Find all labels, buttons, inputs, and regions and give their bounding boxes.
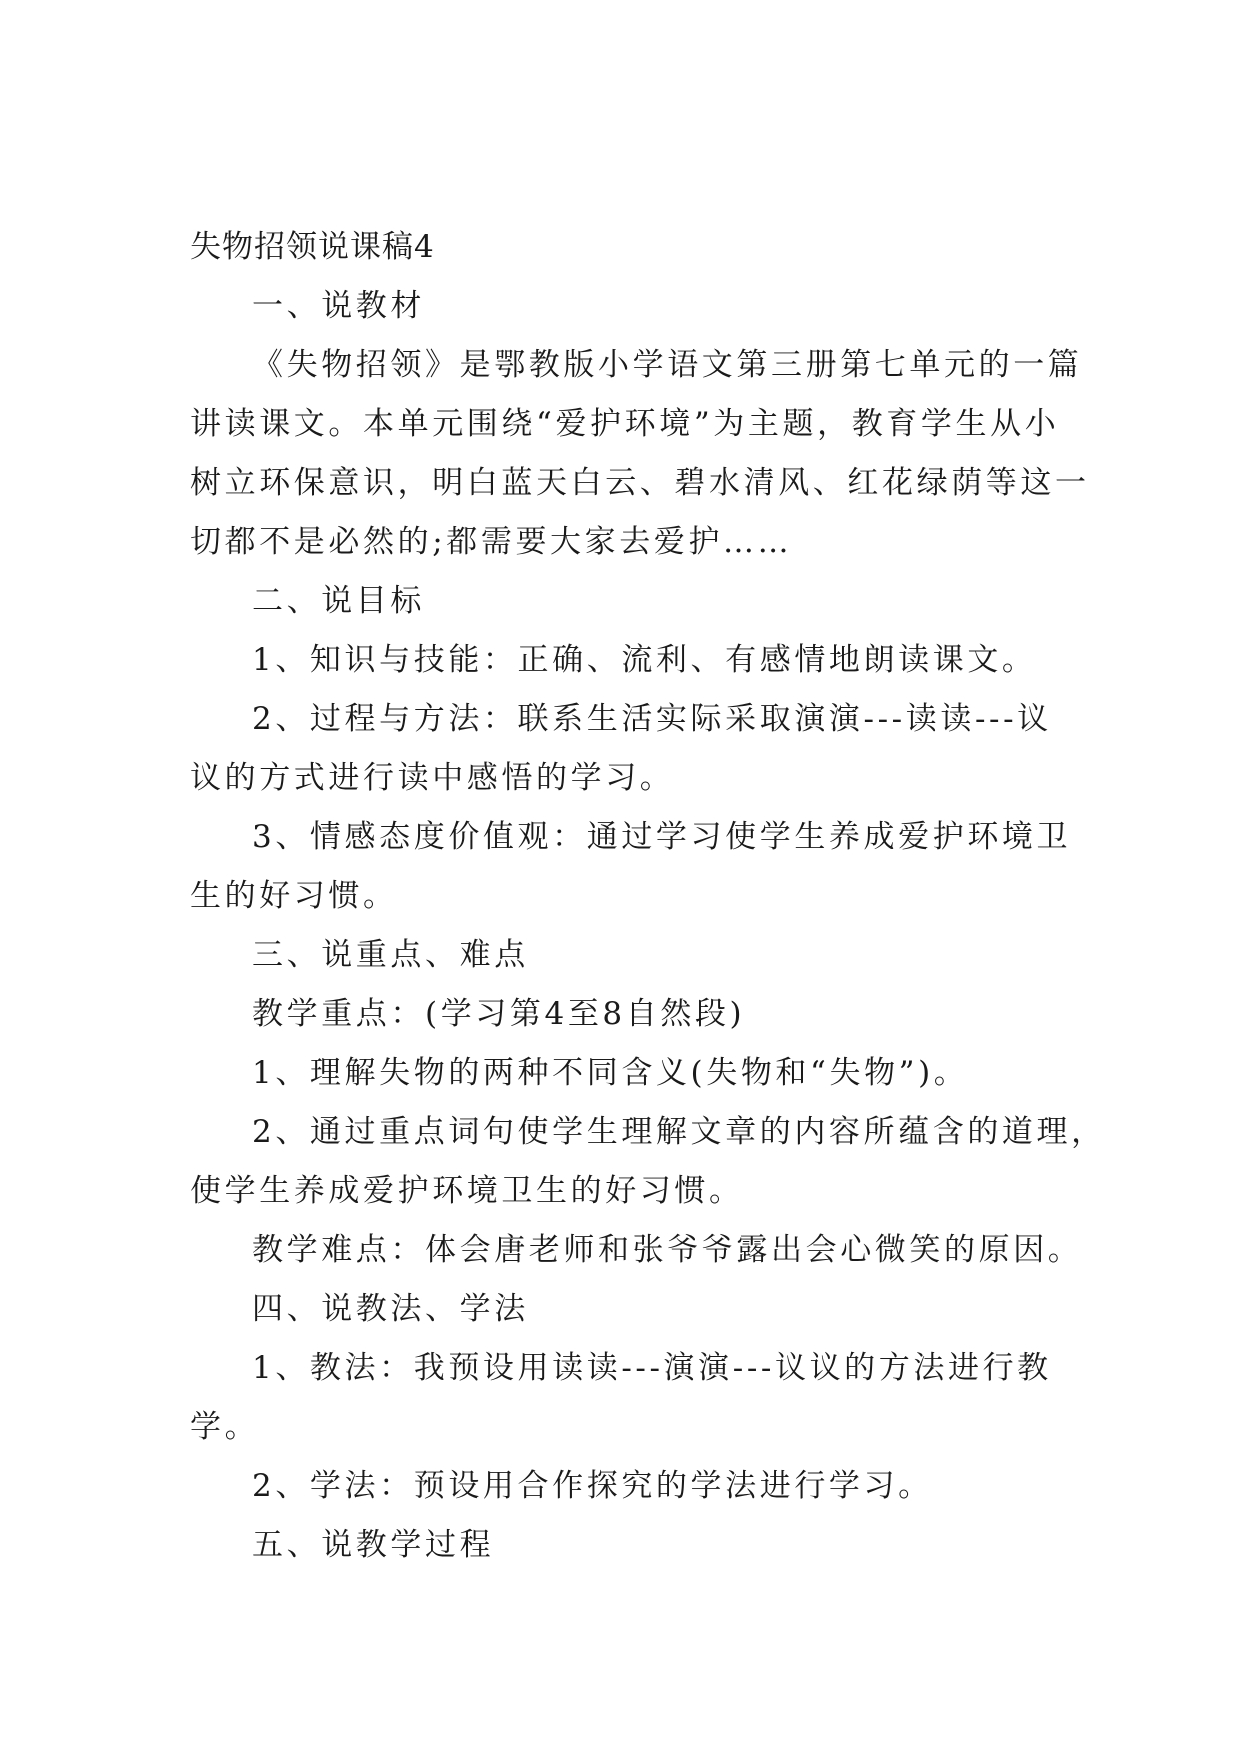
paragraph-line: 生的好习惯。 (190, 878, 398, 914)
document-title: 失物招领说课稿4 (190, 229, 435, 265)
paragraph-line: 2、通过重点词句使学生理解文章的内容所蕴含的道理， (252, 1114, 1106, 1150)
paragraph-line: 二、说目标 (252, 583, 425, 619)
paragraph-line: 使学生养成爱护环境卫生的好习惯。 (190, 1173, 744, 1209)
paragraph-line: 3、情感态度价值观：通过学习使学生养成爱护环境卫 (252, 819, 1072, 855)
paragraph-line: 1、理解失物的两种不同含义(失物和“失物”)。 (252, 1055, 969, 1091)
paragraph-line: 一、说教材 (252, 288, 425, 324)
paragraph-line: 学。 (190, 1409, 260, 1445)
paragraph-line: 四、说教法、学法 (252, 1291, 529, 1327)
paragraph-line: 教学重点：(学习第4至8自然段) (252, 996, 746, 1032)
paragraph-line: 五、说教学过程 (252, 1527, 495, 1563)
paragraph-line: 三、说重点、难点 (252, 937, 529, 973)
paragraph-line: 2、过程与方法：联系生活实际采取演演---读读---议 (252, 701, 1052, 737)
document-page (190, 218, 1106, 1575)
paragraph-line: 2、学法：预设用合作探究的学法进行学习。 (252, 1468, 933, 1504)
paragraph-line: 1、知识与技能：正确、流利、有感情地朗读课文。 (252, 642, 1037, 678)
paragraph-line: 讲读课文。本单元围绕“爱护环境”为主题，教育学生从小 (190, 406, 1060, 442)
paragraph-line: 《失物招领》是鄂教版小学语文第三册第七单元的一篇 (252, 347, 1083, 383)
paragraph-line: 树立环保意识，明白蓝天白云、碧水清风、红花绿荫等这一 (190, 465, 1090, 501)
paragraph-line: 教学难点：体会唐老师和张爷爷露出会心微笑的原因。 (252, 1232, 1083, 1268)
paragraph-line: 切都不是必然的;都需要大家去爱护…… (190, 524, 793, 560)
document-body (190, 277, 1106, 1575)
paragraph-line: 1、教法：我预设用读读---演演---议议的方法进行教 (252, 1350, 1052, 1386)
paragraph-line: 议的方式进行读中感悟的学习。 (190, 760, 675, 796)
